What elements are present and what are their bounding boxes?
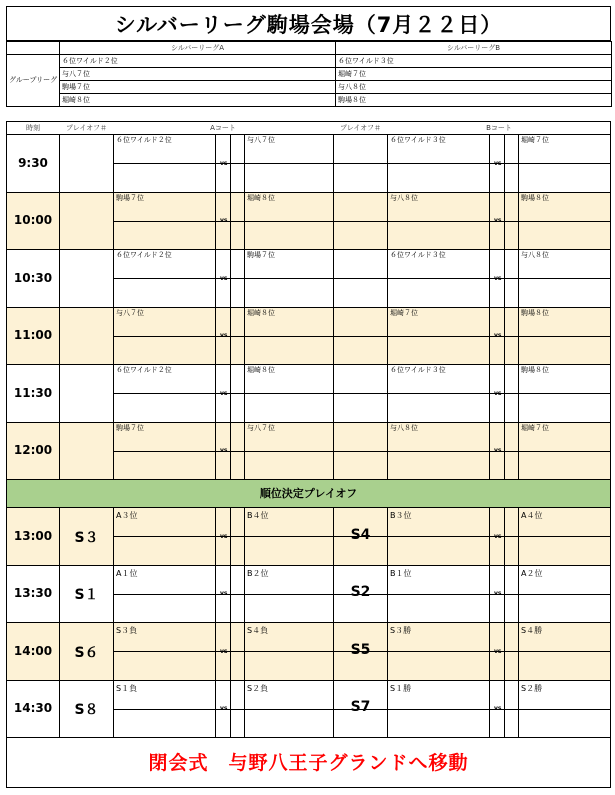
grid-line: [113, 308, 114, 365]
grid-line: [113, 135, 114, 192]
grid-line: [113, 250, 114, 307]
grid-line: [59, 193, 60, 250]
vs-label: vs: [220, 217, 228, 225]
grid-line: [489, 508, 490, 565]
grid-line: [215, 365, 216, 422]
playoff-code-a: S６: [74, 644, 99, 661]
court-b-team-2: 駒場８位: [521, 193, 549, 202]
row-divider: [113, 163, 610, 164]
vs-label: vs: [220, 332, 228, 340]
group-league-label: グループリーグ: [7, 55, 60, 107]
grid-line: [504, 508, 505, 565]
grid-line: [244, 308, 245, 365]
grid-line: [333, 135, 334, 192]
grid-line: [387, 423, 388, 480]
grid-line: [230, 250, 231, 307]
group-b-team: 堀崎７位: [336, 68, 612, 81]
grid-line: [230, 623, 231, 680]
playoff-code-b: S5: [350, 641, 371, 658]
time-label: 11:30: [13, 385, 53, 400]
court-a-team-1: ６位ワイルド２位: [116, 366, 172, 374]
row-divider: [113, 336, 610, 337]
grid-line: [518, 566, 519, 623]
grid-line: [113, 508, 114, 565]
grid-line: [504, 566, 505, 623]
time-label: 13:30: [13, 586, 53, 601]
vs-label: vs: [494, 217, 502, 225]
header-time: 時刻: [26, 124, 40, 132]
grid-line: [518, 681, 519, 738]
grid-line: [59, 423, 60, 480]
grid-line: [504, 193, 505, 250]
grid-line: [504, 681, 505, 738]
grid-line: [387, 365, 388, 422]
header-playoff-a: プレイオフ＃: [66, 124, 107, 132]
group-corner: [7, 42, 60, 55]
grid-line: [333, 308, 334, 365]
court-a-team-2: 与八７位: [247, 136, 275, 144]
grid-line: [387, 566, 388, 623]
playoff-row: [7, 565, 610, 623]
grid-line: [489, 250, 490, 307]
time-label: 9:30: [18, 155, 48, 170]
court-b-team-1: B３位: [390, 511, 412, 520]
grid-line: [244, 423, 245, 480]
grid-line: [333, 193, 334, 250]
page-title: シルバーリーグ駒場会場（7月２２日）: [114, 12, 503, 37]
grid-line: [215, 566, 216, 623]
playoff-code-a: S８: [74, 702, 99, 719]
time-label: 10:30: [13, 270, 53, 285]
grid-line: [113, 193, 114, 250]
grid-line: [113, 365, 114, 422]
grid-line: [230, 681, 231, 738]
grid-line: [333, 365, 334, 422]
court-b-team-2: A４位: [521, 511, 543, 520]
court-a-team-2: 駒場７位: [247, 251, 275, 259]
grid-line: [244, 566, 245, 623]
playoff-row: [7, 507, 610, 565]
time-label: 11:00: [13, 328, 53, 343]
court-b-team-1: S１勝: [390, 683, 412, 693]
court-b-team-1: 与八８位: [390, 193, 418, 202]
grid-line: [215, 250, 216, 307]
grid-line: [113, 423, 114, 480]
schedule-grid: [6, 121, 611, 788]
grid-line: [59, 365, 60, 422]
grid-line: [215, 508, 216, 565]
grid-line: [244, 508, 245, 565]
header-court-a: Aコート: [210, 124, 236, 132]
court-a-team-1: S１負: [116, 683, 138, 693]
grid-line: [489, 423, 490, 480]
grid-line: [113, 681, 114, 738]
court-b-team-1: ６位ワイルド３位: [390, 136, 446, 144]
grid-line: [518, 193, 519, 250]
time-slot-row: [7, 249, 610, 307]
grid-line: [113, 623, 114, 680]
vs-label: vs: [220, 590, 228, 598]
court-a-team-2: 与八７位: [247, 423, 275, 432]
vs-label: vs: [494, 647, 502, 655]
grid-line: [244, 250, 245, 307]
grid-line: [518, 623, 519, 680]
playoff-code-a: S３: [74, 529, 99, 546]
court-a-team-2: S２負: [247, 683, 269, 693]
grid-line: [59, 308, 60, 365]
time-slot-row: [7, 364, 610, 422]
court-b-team-2: 堀崎７位: [521, 423, 549, 432]
grid-line: [215, 135, 216, 192]
row-divider: [113, 393, 610, 394]
grid-line: [387, 308, 388, 365]
court-b-team-1: ６位ワイルド３位: [390, 366, 446, 374]
group-b-team: 駒場８位: [336, 94, 612, 107]
closing-ceremony-note: 閉会式 与野八王子グランドへ移動: [7, 737, 610, 787]
time-label: 10:00: [13, 213, 53, 228]
grid-line: [489, 365, 490, 422]
grid-line: [489, 193, 490, 250]
group-a-team: 堀崎８位: [60, 94, 336, 107]
court-b-team-1: B１位: [390, 568, 412, 578]
vs-label: vs: [220, 705, 228, 713]
grid-line: [215, 423, 216, 480]
court-b-team-1: 堀崎７位: [390, 308, 418, 317]
court-a-team-2: 堀崎８位: [247, 308, 275, 317]
grid-line: [504, 623, 505, 680]
vs-label: vs: [494, 389, 502, 397]
grid-line: [518, 365, 519, 422]
grid-line: [489, 566, 490, 623]
grid-line: [59, 135, 60, 192]
time-slot-row: [7, 134, 610, 192]
group-a-team: 与八７位: [60, 68, 336, 81]
grid-line: [230, 508, 231, 565]
grid-line: [387, 250, 388, 307]
court-a-team-1: 与八７位: [116, 308, 144, 317]
vs-label: vs: [494, 532, 502, 540]
grid-line: [59, 250, 60, 307]
page-title-box: [6, 6, 611, 41]
grid-line: [230, 135, 231, 192]
vs-label: vs: [220, 447, 228, 455]
grid-line: [489, 308, 490, 365]
vs-label: vs: [494, 159, 502, 167]
grid-line: [244, 135, 245, 192]
grid-line: [387, 135, 388, 192]
group-a-header: シルバーリーグA: [60, 42, 336, 55]
grid-line: [244, 193, 245, 250]
grid-line: [504, 250, 505, 307]
playoff-section-title: 順位決定プレイオフ: [7, 479, 610, 507]
time-label: 13:00: [13, 528, 53, 543]
group-a-team: ６位ワイルド２位: [60, 55, 336, 68]
grid-line: [489, 623, 490, 680]
grid-line: [215, 308, 216, 365]
row-divider: [113, 451, 610, 452]
time-label: 12:00: [13, 443, 53, 458]
court-a-team-2: 堀崎８位: [247, 193, 275, 202]
playoff-code-b: S4: [350, 526, 371, 543]
grid-line: [215, 193, 216, 250]
grid-line: [230, 566, 231, 623]
group-b-header: シルバーリーグB: [336, 42, 612, 55]
grid-line: [333, 250, 334, 307]
row-divider: [113, 278, 610, 279]
grid-line: [215, 623, 216, 680]
vs-label: vs: [220, 159, 228, 167]
court-a-team-1: S３負: [116, 626, 138, 635]
time-slot-row: [7, 307, 610, 365]
vs-label: vs: [494, 447, 502, 455]
grid-line: [518, 250, 519, 307]
playoff-row: [7, 622, 610, 680]
header-playoff-b: プレイオフ＃: [340, 124, 381, 132]
grid-line: [504, 308, 505, 365]
court-b-team-1: 与八８位: [390, 423, 418, 432]
playoff-row: [7, 680, 610, 738]
court-a-team-2: S４負: [247, 626, 269, 635]
grid-line: [215, 681, 216, 738]
playoff-code-b: S2: [350, 584, 371, 601]
court-b-team-2: A２位: [521, 568, 543, 578]
vs-label: vs: [494, 705, 502, 713]
vs-label: vs: [220, 274, 228, 282]
grid-line: [518, 423, 519, 480]
court-a-team-1: A１位: [116, 568, 138, 578]
grid-line: [387, 508, 388, 565]
vs-label: vs: [220, 389, 228, 397]
group-b-team: ６位ワイルド３位: [336, 55, 612, 68]
grid-line: [387, 193, 388, 250]
court-b-team-2: 駒場８位: [521, 366, 549, 374]
court-a-team-1: 駒場７位: [116, 193, 144, 202]
grid-line: [387, 681, 388, 738]
grid-line: [387, 623, 388, 680]
time-label: 14:30: [13, 701, 53, 716]
court-a-team-1: ６位ワイルド２位: [116, 136, 172, 144]
vs-label: vs: [494, 590, 502, 598]
court-b-team-2: 駒場８位: [521, 308, 549, 317]
court-b-team-2: S４勝: [521, 626, 543, 635]
court-b-team-2: 与八８位: [521, 251, 549, 259]
grid-line: [113, 566, 114, 623]
row-divider: [113, 221, 610, 222]
grid-line: [244, 681, 245, 738]
court-b-team-2: 堀崎７位: [521, 136, 549, 144]
grid-line: [244, 623, 245, 680]
court-a-team-2: B４位: [247, 511, 269, 520]
court-a-team-1: A３位: [116, 511, 138, 520]
vs-label: vs: [494, 332, 502, 340]
group-a-team: 駒場７位: [60, 81, 336, 94]
grid-line: [504, 423, 505, 480]
court-a-team-2: 堀崎８位: [247, 366, 275, 374]
header-court-b: Bコート: [486, 124, 512, 132]
vs-label: vs: [220, 532, 228, 540]
playoff-code-b: S7: [350, 699, 371, 716]
time-label: 14:00: [13, 643, 53, 658]
court-b-team-2: S２勝: [521, 683, 543, 693]
grid-line: [230, 365, 231, 422]
grid-line: [244, 365, 245, 422]
grid-line: [230, 308, 231, 365]
group-b-team: 与八８位: [336, 81, 612, 94]
vs-label: vs: [494, 274, 502, 282]
grid-line: [518, 308, 519, 365]
grid-line: [230, 193, 231, 250]
playoff-code-a: S１: [74, 587, 99, 604]
vs-label: vs: [220, 647, 228, 655]
grid-line: [489, 681, 490, 738]
court-a-team-2: B２位: [247, 568, 269, 578]
time-slot-row: [7, 192, 610, 250]
grid-line: [518, 508, 519, 565]
grid-line: [333, 423, 334, 480]
time-slot-row: [7, 422, 610, 480]
grid-line: [504, 365, 505, 422]
grid-line: [489, 135, 490, 192]
court-a-team-1: 駒場７位: [116, 423, 144, 432]
court-b-team-1: S３勝: [390, 626, 412, 635]
grid-line: [504, 135, 505, 192]
grid-line: [230, 423, 231, 480]
court-a-team-1: ６位ワイルド２位: [116, 251, 172, 259]
court-b-team-1: ６位ワイルド３位: [390, 251, 446, 259]
grid-line: [518, 135, 519, 192]
group-league-table: [6, 41, 612, 107]
